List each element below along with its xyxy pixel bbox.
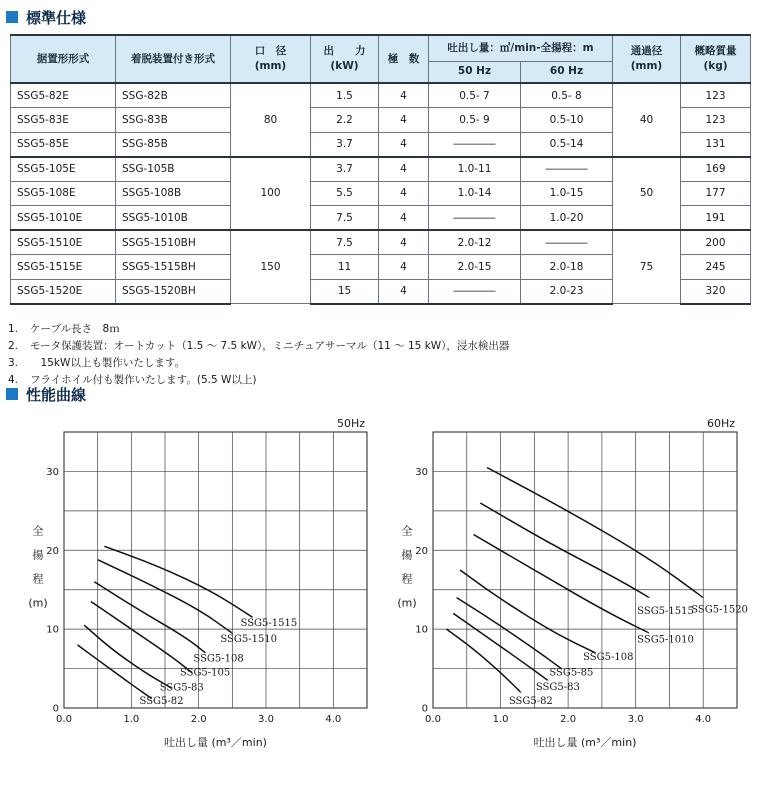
cell-detach-model: SSG5-108B — [116, 181, 231, 206]
header-discharge-head: 吐出し量：㎥/min-全揚程：m — [429, 35, 613, 61]
cell-install-model: SSG5-85E — [11, 132, 116, 157]
chart-title: 60Hz — [706, 417, 735, 430]
cell-poles: 4 — [379, 157, 429, 182]
cell-weight: 320 — [681, 279, 751, 304]
x-tick-label: 4.0 — [325, 714, 342, 725]
series-label: SSG5-1515 — [240, 618, 298, 630]
series-label: SSG5-108 — [193, 653, 244, 665]
y-axis-label: 揚 — [32, 548, 44, 562]
cell-passage: 75 — [613, 230, 681, 304]
cell-passage: 50 — [613, 157, 681, 231]
x-tick-label: 0.0 — [56, 714, 72, 725]
cell-detach-model: SSG5-1510BH — [116, 230, 231, 255]
cell-output: 3.7 — [311, 157, 379, 182]
cell-install-model: SSG5-82E — [11, 83, 116, 108]
series-label: SSG5-1010 — [637, 634, 694, 646]
cell-poles: 4 — [379, 279, 429, 304]
series-curve — [104, 546, 252, 617]
note-item: 4. フライホイル付も製作いたします。(5.5 W以上) — [8, 374, 257, 386]
table-row — [11, 157, 751, 182]
y-axis-label: (m) — [28, 596, 48, 610]
series-label: SSG5-83 — [159, 682, 204, 694]
y-tick-label: 30 — [46, 466, 59, 478]
y-tick-label: 10 — [415, 624, 428, 636]
section-marker-icon — [6, 388, 18, 400]
cell-60hz: 2.0-18 — [521, 255, 613, 280]
chart-title: 50Hz — [336, 417, 365, 430]
series-label: SSG5-1520 — [691, 604, 748, 616]
cell-output: 3.7 — [311, 132, 379, 157]
cell-install-model: SSG5-1510E — [11, 230, 116, 255]
y-axis-label: 揚 — [401, 548, 413, 562]
header-50hz: 50 Hz — [429, 61, 521, 83]
y-axis-label: 程 — [32, 572, 44, 586]
cell-60hz: ―――― — [521, 230, 613, 255]
cell-50hz: 0.5- 7 — [429, 83, 521, 108]
cell-detach-model: SSG5-1010B — [116, 206, 231, 231]
header-60hz: 60 Hz — [521, 61, 613, 83]
header-detach-type: 着脱装置付き形式 — [116, 35, 231, 83]
series-curve — [457, 598, 562, 669]
chart-50hz — [0, 408, 380, 785]
cell-weight: 169 — [681, 157, 751, 182]
series-curve — [460, 570, 595, 653]
cell-60hz: 2.0-23 — [521, 279, 613, 304]
series-label: SSG5-82 — [508, 696, 553, 708]
y-tick-label: 20 — [415, 545, 428, 557]
y-axis-label: 全 — [401, 524, 413, 538]
x-tick-label: 2.0 — [190, 714, 207, 725]
cell-poles: 4 — [379, 132, 429, 157]
cell-poles: 4 — [379, 181, 429, 206]
cell-50hz: 2.0-15 — [429, 255, 521, 280]
chart-60hz — [375, 408, 760, 785]
cell-weight: 123 — [681, 108, 751, 133]
cell-install-model: SSG5-108E — [11, 181, 116, 206]
cell-60hz: ―――― — [521, 157, 613, 182]
cell-detach-model: SSG-105B — [116, 157, 231, 182]
cell-install-model: SSG5-1010E — [11, 206, 116, 231]
spec-table — [10, 34, 751, 305]
y-axis-label: 程 — [401, 572, 413, 586]
header-weight: 概略質量 (kg) — [681, 35, 751, 83]
cell-bore: 150 — [231, 230, 311, 304]
y-axis-label: 全 — [32, 524, 44, 538]
cell-weight: 200 — [681, 230, 751, 255]
table-row — [11, 83, 751, 108]
cell-50hz: ―――― — [429, 132, 521, 157]
cell-bore: 100 — [231, 157, 311, 231]
notes-list — [8, 321, 509, 389]
cell-detach-model: SSG-82B — [116, 83, 231, 108]
cell-weight: 245 — [681, 255, 751, 280]
cell-passage: 40 — [613, 83, 681, 157]
cell-weight: 191 — [681, 206, 751, 231]
y-axis-label: (m) — [397, 596, 417, 610]
cell-bore: 80 — [231, 83, 311, 157]
cell-output: 7.5 — [311, 230, 379, 255]
y-tick-label: 0 — [421, 703, 428, 715]
cell-install-model: SSG5-83E — [11, 108, 116, 133]
header-install-type: 据置形形式 — [11, 35, 116, 83]
plot-frame — [433, 432, 737, 708]
cell-poles: 4 — [379, 230, 429, 255]
table-row — [11, 230, 751, 255]
note-item: 1. ケーブル長さ 8ｍ — [8, 323, 120, 335]
series-label: SSG5-105 — [179, 667, 231, 679]
x-tick-label: 0.0 — [425, 714, 441, 725]
cell-50hz: 0.5- 9 — [429, 108, 521, 133]
cell-50hz: ―――― — [429, 206, 521, 231]
curve-section-title — [6, 383, 86, 405]
x-axis-label: 吐出し量 (m³／min) — [164, 736, 267, 749]
cell-poles: 4 — [379, 108, 429, 133]
cell-output: 15 — [311, 279, 379, 304]
cell-output: 7.5 — [311, 206, 379, 231]
cell-weight: 131 — [681, 132, 751, 157]
section-marker-icon — [6, 11, 18, 23]
spec-title-text: 標準仕様 — [26, 8, 87, 27]
cell-50hz: 1.0-14 — [429, 181, 521, 206]
cell-output: 2.2 — [311, 108, 379, 133]
cell-install-model: SSG5-105E — [11, 157, 116, 182]
y-tick-label: 20 — [46, 545, 59, 557]
cell-weight: 123 — [681, 83, 751, 108]
series-label: SSG5-108 — [583, 651, 634, 663]
series-curve — [78, 645, 152, 699]
spec-section-title — [6, 6, 86, 28]
x-tick-label: 4.0 — [695, 714, 712, 725]
x-tick-label: 3.0 — [627, 714, 644, 725]
cell-poles: 4 — [379, 255, 429, 280]
cell-detach-model: SSG-85B — [116, 132, 231, 157]
x-tick-label: 3.0 — [258, 714, 274, 725]
x-axis-label: 吐出し量 (m³／min) — [533, 736, 637, 749]
cell-detach-model: SSG5-1515BH — [116, 255, 231, 280]
cell-weight: 177 — [681, 181, 751, 206]
cell-60hz: 1.0-15 — [521, 181, 613, 206]
header-poles: 極 数 — [379, 35, 429, 83]
cell-output: 11 — [311, 255, 379, 280]
series-label: SSG5-83 — [535, 681, 580, 693]
cell-install-model: SSG5-1515E — [11, 255, 116, 280]
cell-60hz: 1.0-20 — [521, 206, 613, 231]
note-item: 2. モータ保護装置：オートカット（1.5 ～ 7.5 kW），ミニチュアサーマル（11 ～ 15 kW），浸水検出器 — [8, 340, 510, 352]
cell-poles: 4 — [379, 83, 429, 108]
cell-output: 5.5 — [311, 181, 379, 206]
series-curve — [91, 602, 192, 673]
cell-detach-model: SSG5-1520BH — [116, 279, 231, 304]
series-curve — [447, 629, 521, 692]
cell-poles: 4 — [379, 206, 429, 231]
y-tick-label: 30 — [415, 466, 428, 478]
x-tick-label: 2.0 — [560, 714, 577, 725]
x-tick-label: 1.0 — [123, 714, 140, 725]
plot-frame — [64, 432, 367, 708]
series-curve — [487, 468, 703, 598]
x-tick-label: 1.0 — [492, 714, 509, 725]
y-tick-label: 0 — [52, 703, 59, 715]
cell-50hz: 1.0-11 — [429, 157, 521, 182]
header-passage: 通過径 (mm) — [613, 35, 681, 83]
curve-title-text: 性能曲線 — [26, 385, 87, 404]
y-tick-label: 10 — [46, 624, 59, 636]
series-label: SSG5-1515 — [637, 606, 694, 618]
series-label: SSG5-1510 — [220, 633, 278, 645]
note-item: 3. 15kW以上も製作いたします。 — [8, 357, 185, 369]
cell-60hz: 0.5- 8 — [521, 83, 613, 108]
cell-output: 1.5 — [311, 83, 379, 108]
cell-60hz: 0.5-14 — [521, 132, 613, 157]
header-output: 出 力 (kW) — [311, 35, 379, 83]
cell-50hz: 2.0-12 — [429, 230, 521, 255]
cell-60hz: 0.5-10 — [521, 108, 613, 133]
series-label: SSG5-85 — [549, 667, 594, 679]
cell-install-model: SSG5-1520E — [11, 279, 116, 304]
cell-detach-model: SSG-83B — [116, 108, 231, 133]
header-bore: 口 径 (mm) — [231, 35, 311, 83]
cell-50hz: ―――― — [429, 279, 521, 304]
series-label: SSG5-82 — [139, 696, 184, 708]
